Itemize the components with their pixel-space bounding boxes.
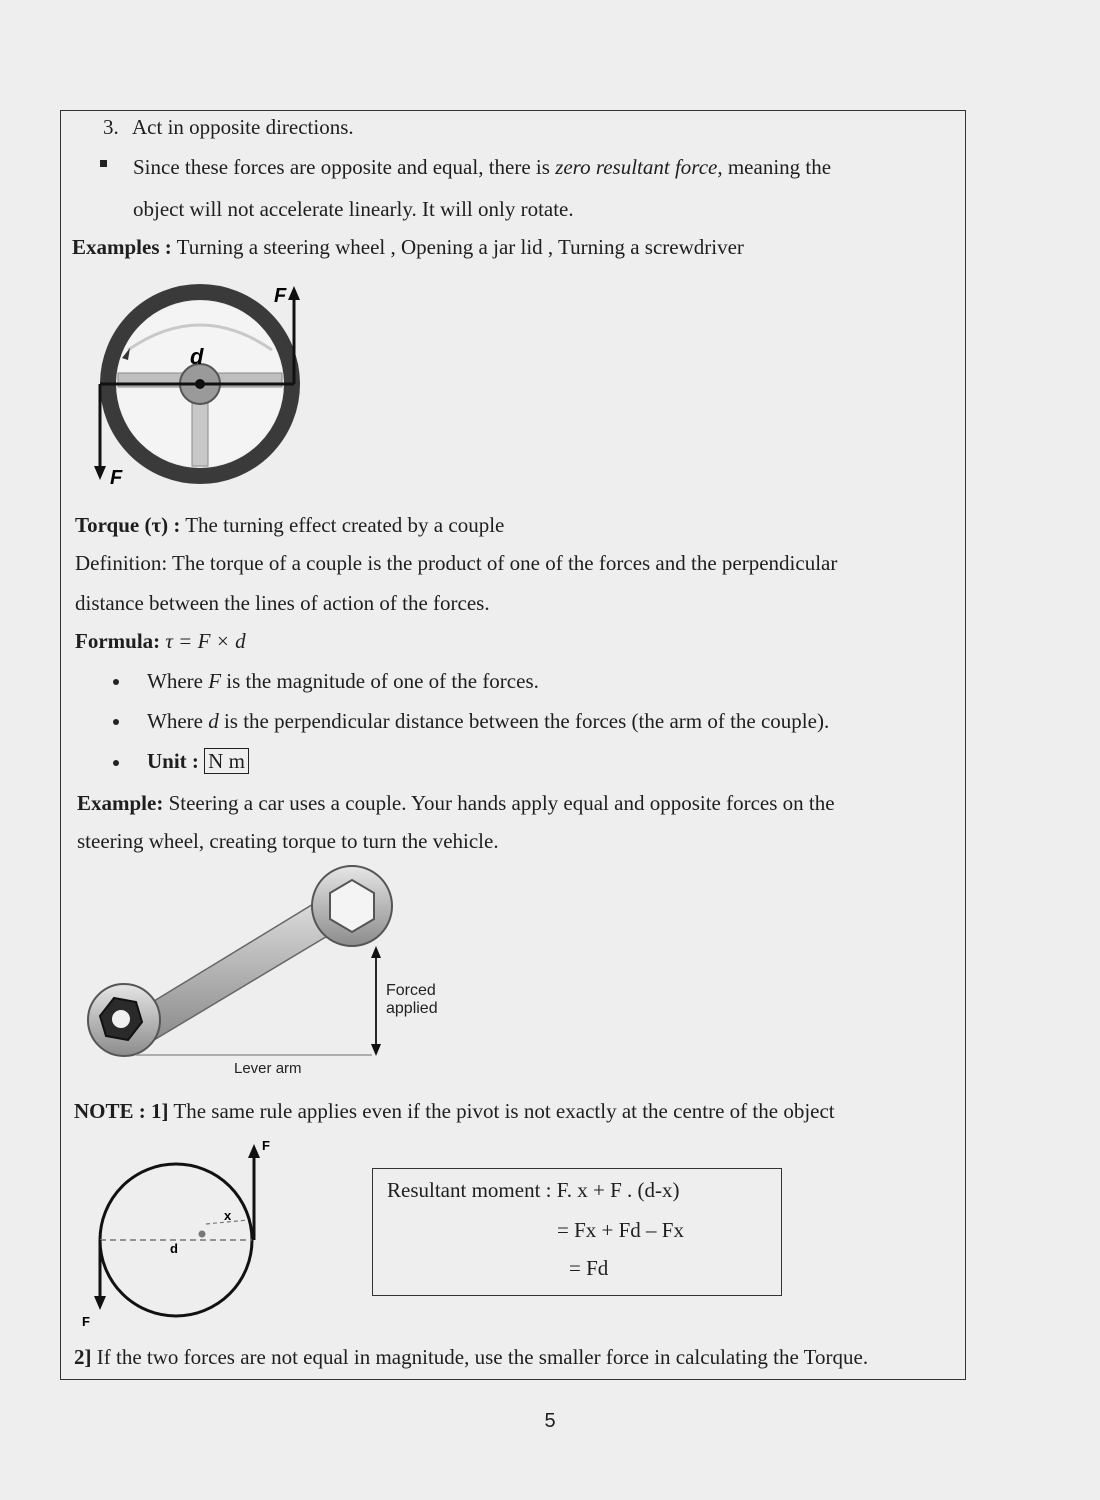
arrow-down-icon — [94, 466, 106, 480]
steering-wheel-figure — [88, 280, 318, 490]
unit-line — [147, 748, 249, 774]
square-bullet-icon — [100, 160, 107, 167]
text-span: Where — [147, 669, 209, 693]
arrow-up-icon — [248, 1144, 260, 1158]
bullet-zero-resultant — [133, 154, 831, 180]
force-label-line2: applied — [386, 1000, 438, 1017]
page-number: 5 — [544, 1410, 556, 1432]
text-span: Since these forces are opposite and equal, there is — [133, 155, 556, 179]
x-label: x — [224, 1208, 232, 1223]
list-text: Act in opposite directions. — [132, 115, 354, 139]
formula-line — [75, 628, 246, 654]
resultant-moment-box — [372, 1168, 782, 1296]
where-d-line — [147, 708, 829, 734]
list-item-3 — [103, 114, 354, 140]
example-line2: steering wheel, creating torque to turn the vehicle. — [77, 829, 499, 853]
examples-text: Turning a steering wheel , Opening a jar lid , Turning a screwdriver — [171, 235, 744, 259]
examples-line — [72, 234, 744, 260]
arrow-up-icon — [288, 286, 300, 300]
note2-label: 2] — [74, 1345, 92, 1369]
force-label-bottom: F — [82, 1314, 90, 1329]
note-1-line — [74, 1098, 835, 1124]
where-f-line — [147, 668, 539, 694]
unit-value-box: N m — [204, 748, 249, 774]
emphasis-text: zero resultant force, — [555, 155, 723, 179]
note-label: NOTE : 1] — [74, 1099, 169, 1123]
formula-label: Formula: — [75, 629, 161, 653]
arrow-down-icon — [94, 1296, 106, 1310]
bullet-dot-icon — [113, 679, 119, 685]
force-label-top: F — [274, 285, 287, 307]
force-label-top: F — [262, 1138, 270, 1153]
list-number: 3. — [103, 115, 119, 139]
force-label-line1: Forced — [386, 982, 436, 999]
force-label-bottom: F — [110, 467, 123, 489]
pivot-point — [199, 1231, 206, 1238]
definition-line1: Definition: The torque of a couple is the product of one of the forces and the perpendicular — [75, 551, 838, 575]
moment-line1: Resultant moment : F. x + F . (d-x) — [387, 1178, 680, 1202]
wrench-figure — [84, 862, 464, 1082]
moment-line3: = Fd — [569, 1256, 609, 1280]
torque-label: Torque (τ) : — [75, 513, 181, 537]
formula-expression: τ = F × d — [160, 629, 246, 653]
torque-heading — [75, 512, 504, 538]
example-line1 — [77, 790, 835, 816]
example-text: Steering a car uses a couple. Your hands apply equal and opposite forces on the — [163, 791, 835, 815]
distance-label: d — [190, 344, 204, 369]
var-d: d — [208, 709, 219, 733]
bullet-zero-line2: object will not accelerate linearly. It will only rotate. — [133, 197, 574, 221]
text-span: Where — [147, 709, 209, 733]
bullet-dot-icon — [113, 719, 119, 725]
example-label: Example: — [77, 791, 164, 815]
note-2-line — [74, 1344, 868, 1370]
arrow-up-icon — [371, 946, 381, 958]
bullet-dot-icon — [113, 760, 119, 766]
note-text: The same rule applies even if the pivot is not exactly at the centre of the object — [168, 1099, 835, 1123]
note2-text: If the two forces are not equal in magnitude, use the smaller force in calculating the Torque. — [91, 1345, 869, 1369]
unit-label: Unit : — [147, 749, 199, 773]
text-span: is the perpendicular distance between the forces (the arm of the couple). — [218, 709, 830, 733]
d-label: d — [170, 1241, 178, 1256]
examples-label: Examples : — [72, 235, 172, 259]
text-span: is the magnitude of one of the forces. — [221, 669, 539, 693]
text-span: meaning the — [722, 155, 832, 179]
circle-couple-figure — [78, 1136, 278, 1332]
definition-line2: distance between the lines of action of the forces. — [75, 591, 490, 615]
arrow-down-icon — [371, 1044, 381, 1056]
moment-line2: = Fx + Fd – Fx — [557, 1218, 684, 1242]
var-f: F — [208, 669, 222, 693]
lever-arm-label: Lever arm — [234, 1060, 302, 1077]
torque-text: The turning effect created by a couple — [180, 513, 505, 537]
